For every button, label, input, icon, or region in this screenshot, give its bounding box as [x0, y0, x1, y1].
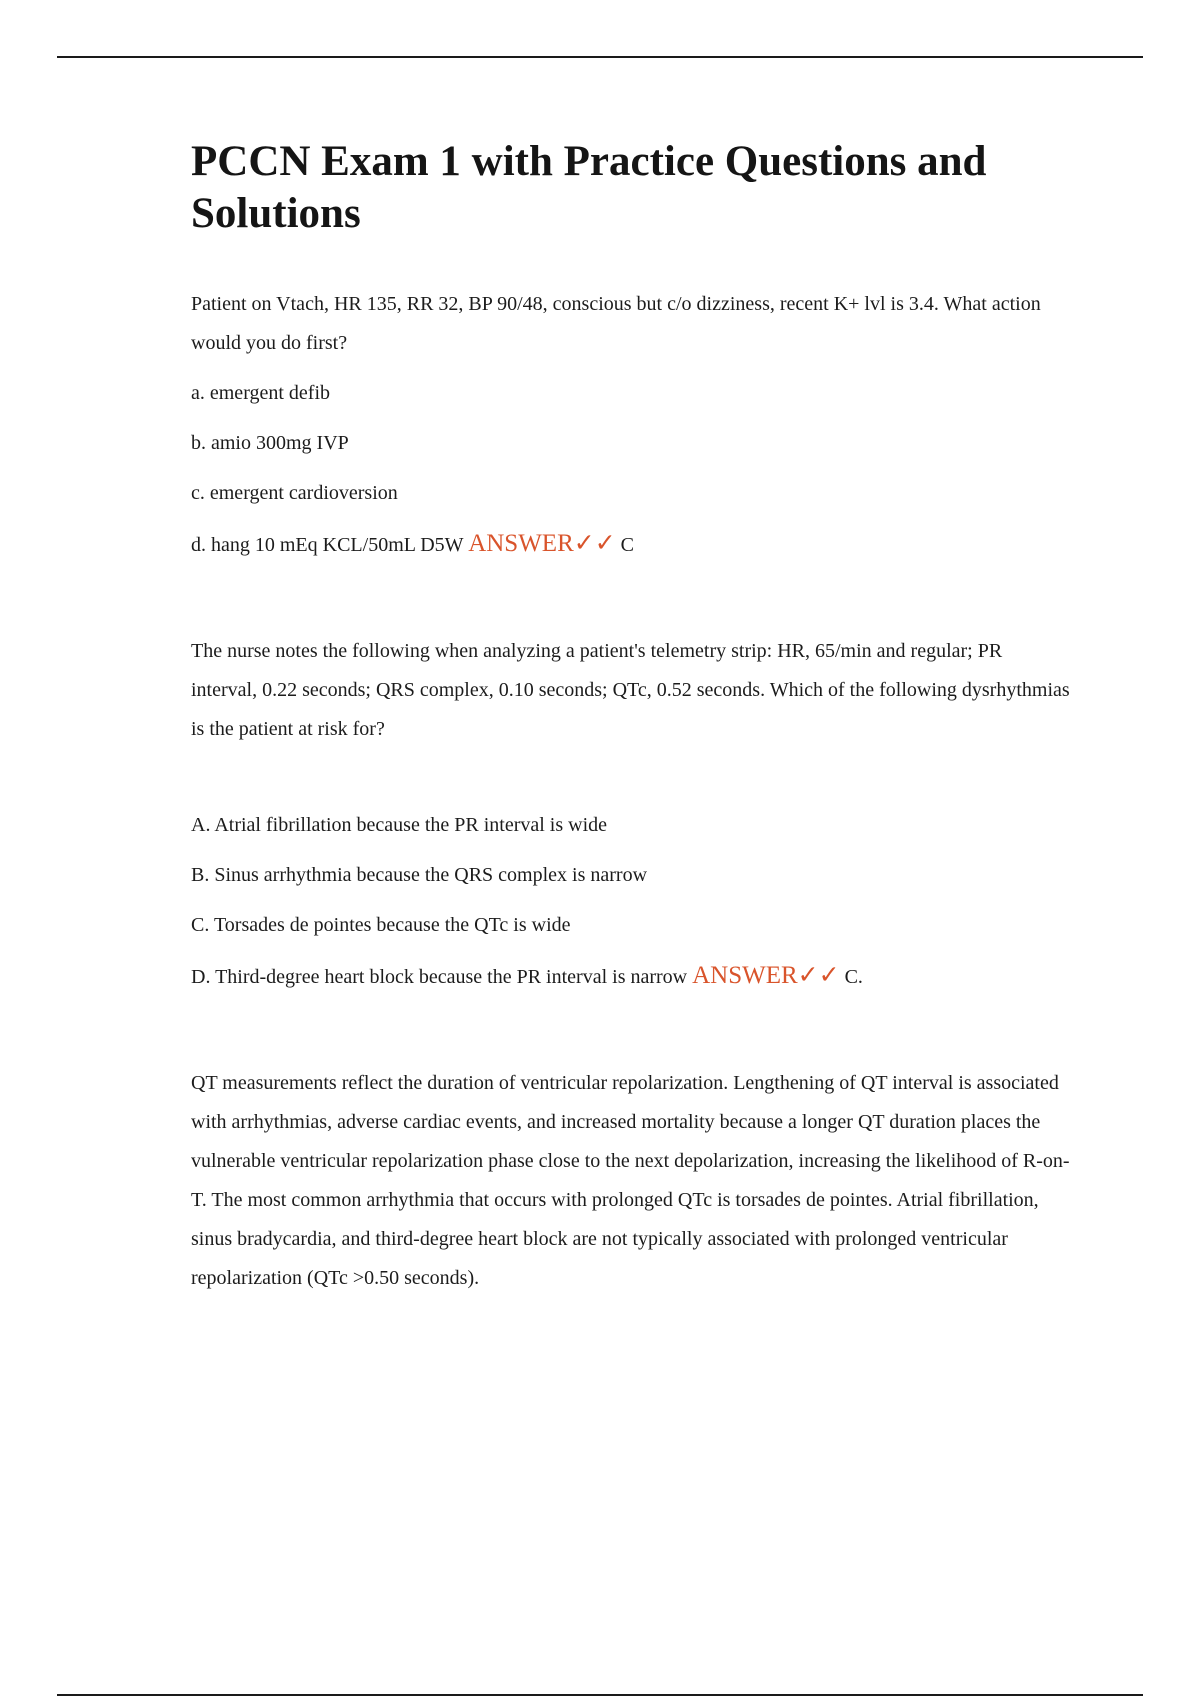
question-2	[191, 632, 1071, 997]
option-a: A. Atrial fibrillation because the PR interval is wide	[191, 814, 608, 836]
option-d: D. Third-degree heart block because the PR interval is narrow	[191, 966, 688, 988]
option-b: B. Sinus arrhythmia because the QRS complex is narrow	[191, 864, 648, 886]
option-d-with-answer	[191, 956, 1071, 997]
document-body	[191, 136, 1071, 1298]
option-a: a. emergent defib	[191, 382, 331, 404]
question-text: Patient on Vtach, HR 135, RR 32, BP 90/48, conscious but c/o dizziness, recent K+ lvl is 3.4. What action would you do first?	[191, 293, 1041, 354]
option-d: d. hang 10 mEq KCL/50mL D5W	[191, 534, 464, 556]
top-rule	[57, 56, 1143, 58]
option-c: C. Torsades de pointes because the QTc is wide	[191, 914, 571, 936]
answer-label: ANSWER✓✓	[468, 530, 616, 557]
answer-value: C.	[844, 966, 863, 988]
option-b: b. amio 300mg IVP	[191, 432, 349, 454]
explanation-paragraph: QT measurements reflect the duration of ventricular repolarization. Lengthening of QT interval is associated with arrhythmias, adverse cardiac events, and increased mortality because a longer QT duration places the vulnerable ventricular repolarization phase close to the next depolarization, increasing the likelihood of R-on-T. The most common arrhythmia that occurs with prolonged QTc is torsades de pointes. Atrial fibrillation, sinus bradycardia, and third-degree heart block are not typically associated with prolonged ventricular repolarization (QTc >0.50 seconds).	[191, 1072, 1070, 1289]
bottom-rule	[57, 1694, 1143, 1696]
question-text: The nurse notes the following when analyzing a patient's telemetry strip: HR, 65/min and regular; PR interval, 0.22 seconds; QRS complex, 0.10 seconds; QTc, 0.52 seconds. Which of the following dysrhythmias is the patient at risk for?	[191, 640, 1070, 740]
option-d-with-answer	[191, 524, 1071, 565]
answer-value: C	[620, 534, 634, 556]
question-1	[191, 285, 1071, 565]
option-c: c. emergent cardioversion	[191, 482, 398, 504]
document-title: PCCN Exam 1 with Practice Questions and Solutions	[191, 138, 987, 237]
answer-label: ANSWER✓✓	[692, 962, 840, 989]
